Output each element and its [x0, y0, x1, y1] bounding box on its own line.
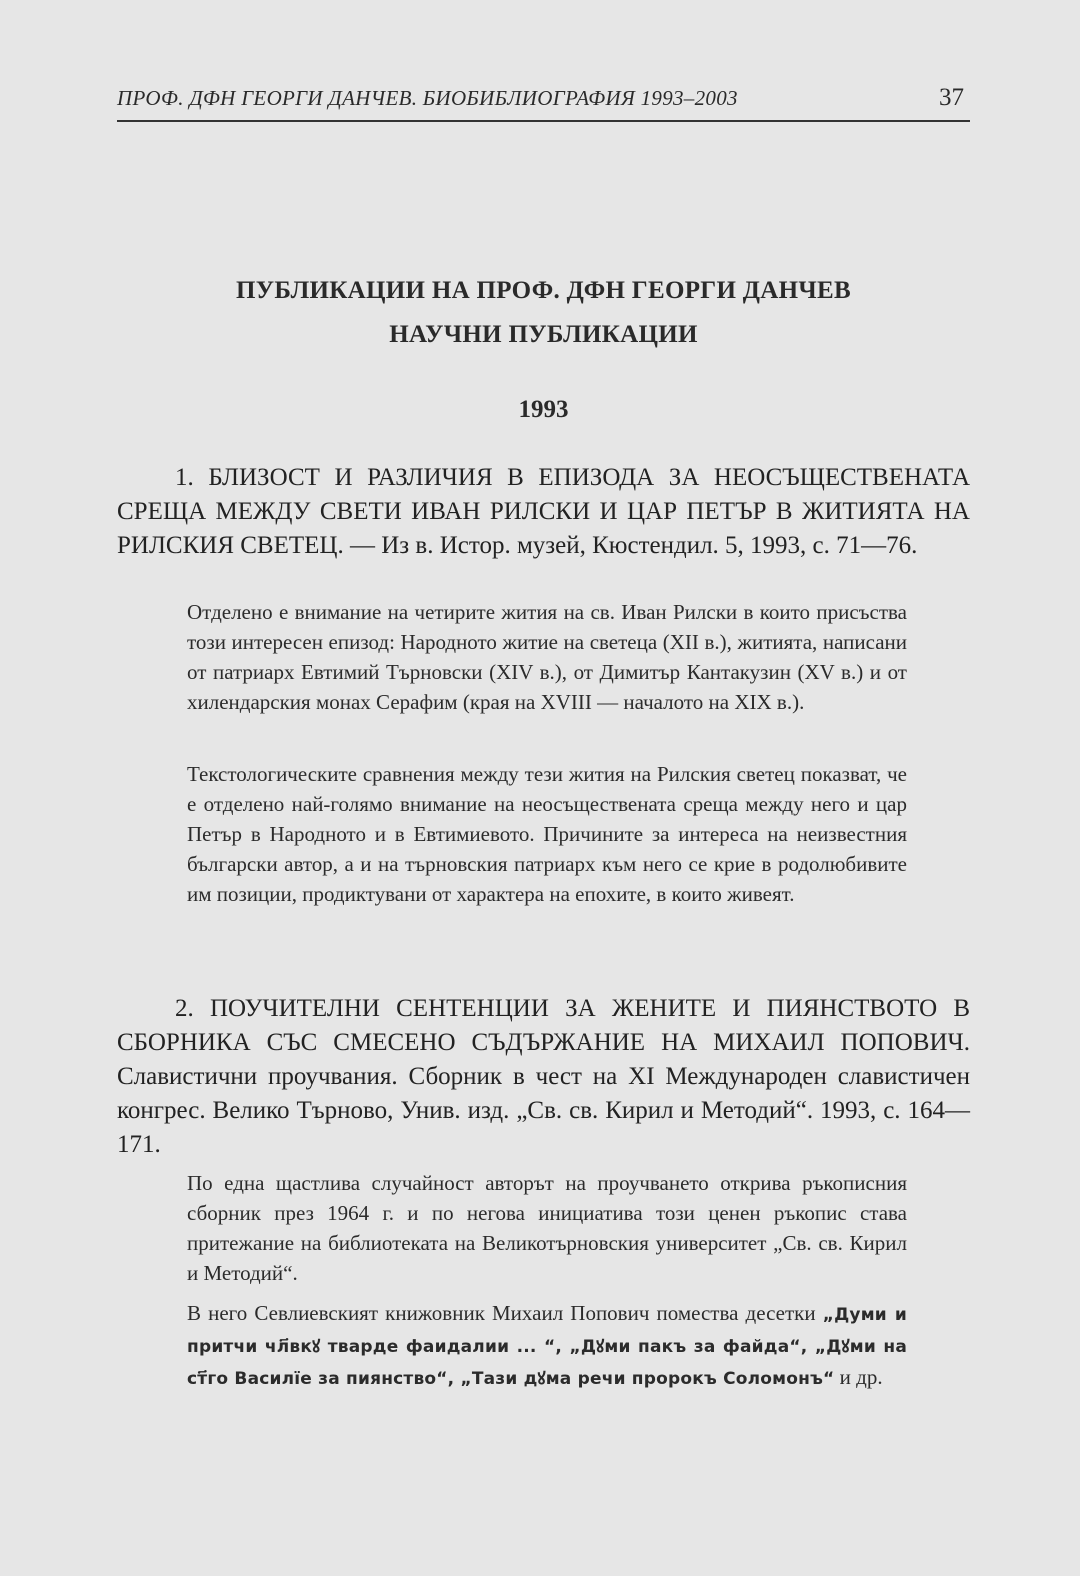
- entry-abstract-paragraph: По една щастлива случайност авторът на проучването открива ръкописния сборник през 1964 г. и по негова инициатива този ценен ръкопис става притежание на библиотеката на Великотърновския университет „Св. св. Кирил и Методий“.: [187, 1171, 907, 1285]
- running-header: [117, 80, 970, 122]
- entry-title: БЛИЗОСТ И РАЗЛИЧИЯ В ЕПИЗОДА ЗА НЕОСЪЩЕСТВЕНАТА СРЕЩА МЕЖДУ СВЕТИ ИВАН РИЛСКИ И ЦАР ПЕТЪР В ЖИТИЯТА НА РИЛСКИЯ СВЕТЕЦ.: [117, 464, 970, 559]
- bibliography-entry-2: [117, 992, 970, 1162]
- entry-citation: — Из в. Истор. музей, Кюстендил. 5, 1993, с. 71—76.: [349, 532, 918, 559]
- entry-abstract-paragraph: Текстологическите сравнения между тези жития на Рилския светец показват, че е отделено най-голямо внимание на неосъществената среща между него и цар Петър в Народното и в Евтимиевото. Причините за интереса на неизвестния български автор, а и на търновския патриарх към него се крие в родолюбивите им позиции, продиктувани от характера на епохите, в които живеят.: [187, 762, 907, 906]
- subsection-heading: НАУЧНИ ПУБЛИКАЦИИ: [389, 321, 698, 348]
- entry-number: 1.: [175, 464, 194, 491]
- abstract-tail: и др.: [839, 1365, 883, 1389]
- section-heading: ПУБЛИКАЦИИ НА ПРОФ. ДФН ГЕОРГИ ДАНЧЕВ: [235, 277, 852, 304]
- entry-title: ПОУЧИТЕЛНИ СЕНТЕНЦИИ ЗА ЖЕНИТЕ И ПИЯНСТВОТО В СБОРНИКА СЪС СМЕСЕНО СЪДЪРЖАНИЕ НА МИХАИЛ ПОПОВИЧ.: [117, 995, 970, 1056]
- abstract-text: В него Севлиевският книжовник Михаил Попович помества десетки: [187, 1301, 816, 1325]
- entry-abstract-paragraph: [187, 1298, 907, 1394]
- page-number: 37: [939, 84, 964, 111]
- entry-number: 2.: [175, 995, 194, 1022]
- old-bulgarian-quotes: „Думи и притчи чл҃вкꙋ тварде фаидалии ... “, „Дꙋми пакъ за файда“, „Дꙋми на ст҃го Василїе за пиянство“, „Тази дꙋма речи пророкъ Соломонъ“: [187, 1305, 907, 1389]
- bibliography-entry-1: [117, 461, 970, 563]
- running-title: ПРОФ. ДФН ГЕОРГИ ДАНЧЕВ. БИОБИБЛИОГРАФИЯ 1993–2003: [117, 86, 738, 110]
- entry-citation: Славистични проучвания. Сборник в чест на XI Международен славистичен конгрес. Велико Търново, Унив. изд. „Св. св. Кирил и Методий“. 1993, с. 164—171.: [117, 1063, 970, 1158]
- year-heading: 1993: [518, 396, 569, 423]
- entry-abstract-paragraph: Отделено е внимание на четирите жития на св. Иван Рилски в които присъства този интересен епизод: Народното житие на светеца (XII в.), житията, написани от патриарх Евтимий Търновски (XIV в.), от Димитър Кантакузин (XV в.) и от хилендарския монах Серафим (края на XVIII — началото на XIX в.).: [187, 600, 907, 714]
